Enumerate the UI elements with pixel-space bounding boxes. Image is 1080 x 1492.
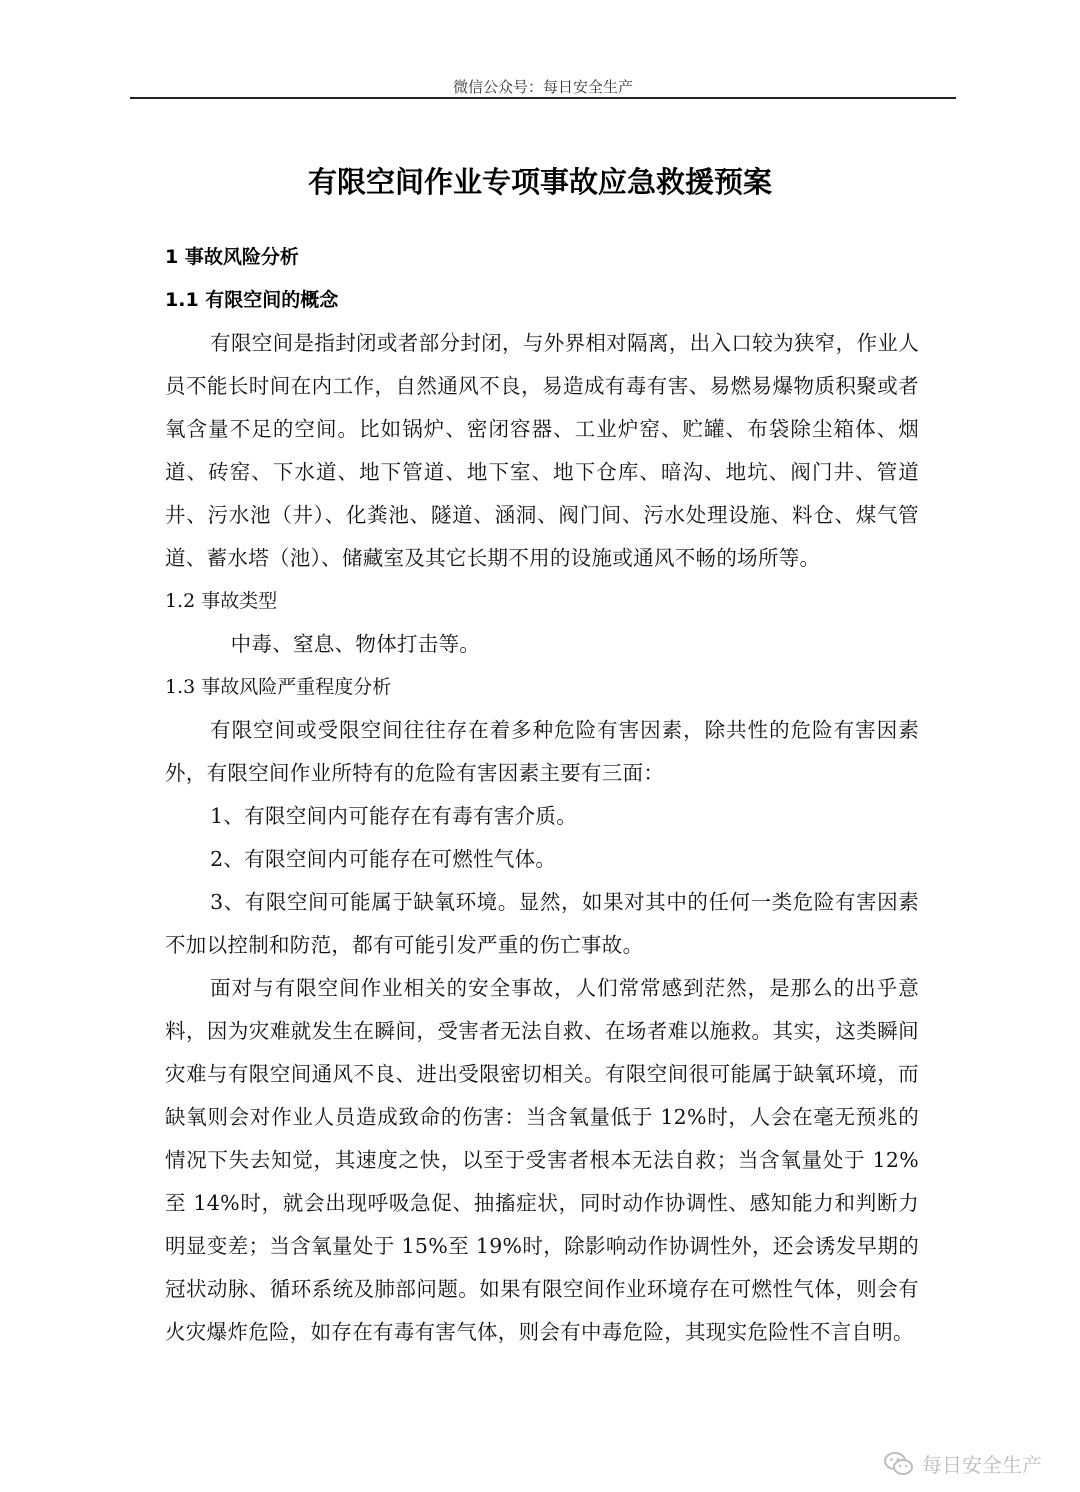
section-1-2-heading: 1.2 事故类型 [165, 590, 278, 612]
watermark [884, 1449, 1042, 1478]
section-1-3-item-2: 2、有限空间内可能存在可燃性气体。 [210, 847, 557, 871]
section-1-2-paragraph: 中毒、窒息、物体打击等。 [230, 632, 481, 656]
section-1-heading: 1 事故风险分析 [165, 246, 299, 268]
section-1-3-item-3: 3、有限空间可能属于缺氧环境。显然，如果对其中的任何一类危险有害因素不加以控制和防范，都有可能引发严重的伤亡事故。 [165, 890, 919, 957]
section-1-3-paragraph-2: 面对与有限空间作业相关的安全事故，人们常常感到茫然，是那么的出乎意料，因为灾难就发生在瞬间，受害者无法自救、在场者难以施救。其实，这类瞬间灾难与有限空间通风不良、进出受限密切相关。有限空间很可能属于缺氧环境，而缺氧则会对作业人员造成致命的伤害：当含氧量低于 12%时，人会在毫无预兆的情况下失去知觉，其速度之快，以至于受害者根本无法自救；当含氧量处于 12%至 14%时，就会出现呼吸急促、抽搐症状，同时动作协调性、感知能力和判断力明显变差；当含氧量处于 15%至 19%时，除影响动作协调性外，还会诱发早期的冠状动脉、循环系统及肺部问题。如果有限空间作业环境存在可燃性气体，则会有火灾爆炸危险，如存在有毒有害气体，则会有中毒危险，其现实危险性不言自明。 [165, 976, 919, 1344]
wechat-icon [884, 1451, 914, 1477]
section-1-3-heading: 1.3 事故风险严重程度分析 [165, 676, 392, 698]
watermark-text: 每日安全生产 [922, 1453, 1042, 1477]
document-body [165, 236, 919, 1354]
page-header: 微信公众号：每日安全生产 [452, 78, 633, 96]
section-1-1-heading: 1.1 有限空间的概念 [165, 289, 339, 311]
section-1-1-paragraph: 有限空间是指封闭或者部分封闭，与外界相对隔离，出入口较为狭窄，作业人员不能长时间在内工作，自然通风不良，易造成有毒有害、易燃易爆物质积聚或者氧含量不足的空间。比如锅炉、密闭容器、工业炉窑、贮罐、布袋除尘箱体、烟道、砖窑、下水道、地下管道、地下室、地下仓库、暗沟、地坑、阀门井、管道井、污水池（井）、化粪池、隧道、涵洞、阀门间、污水处理设施、料仓、煤气管道、蓄水塔（池）、储藏室及其它长期不用的设施或通风不畅的场所等。 [165, 331, 919, 570]
header-divider [130, 97, 956, 99]
document-title: 有限空间作业专项事故应急救援预案 [307, 165, 772, 199]
section-1-3-paragraph-1: 有限空间或受限空间往往存在着多种危险有害因素，除共性的危险有害因素外，有限空间作业所特有的危险有害因素主要有三面： [165, 718, 919, 785]
section-1-3-item-1: 1、有限空间内可能存在有毒有害介质。 [210, 804, 578, 828]
